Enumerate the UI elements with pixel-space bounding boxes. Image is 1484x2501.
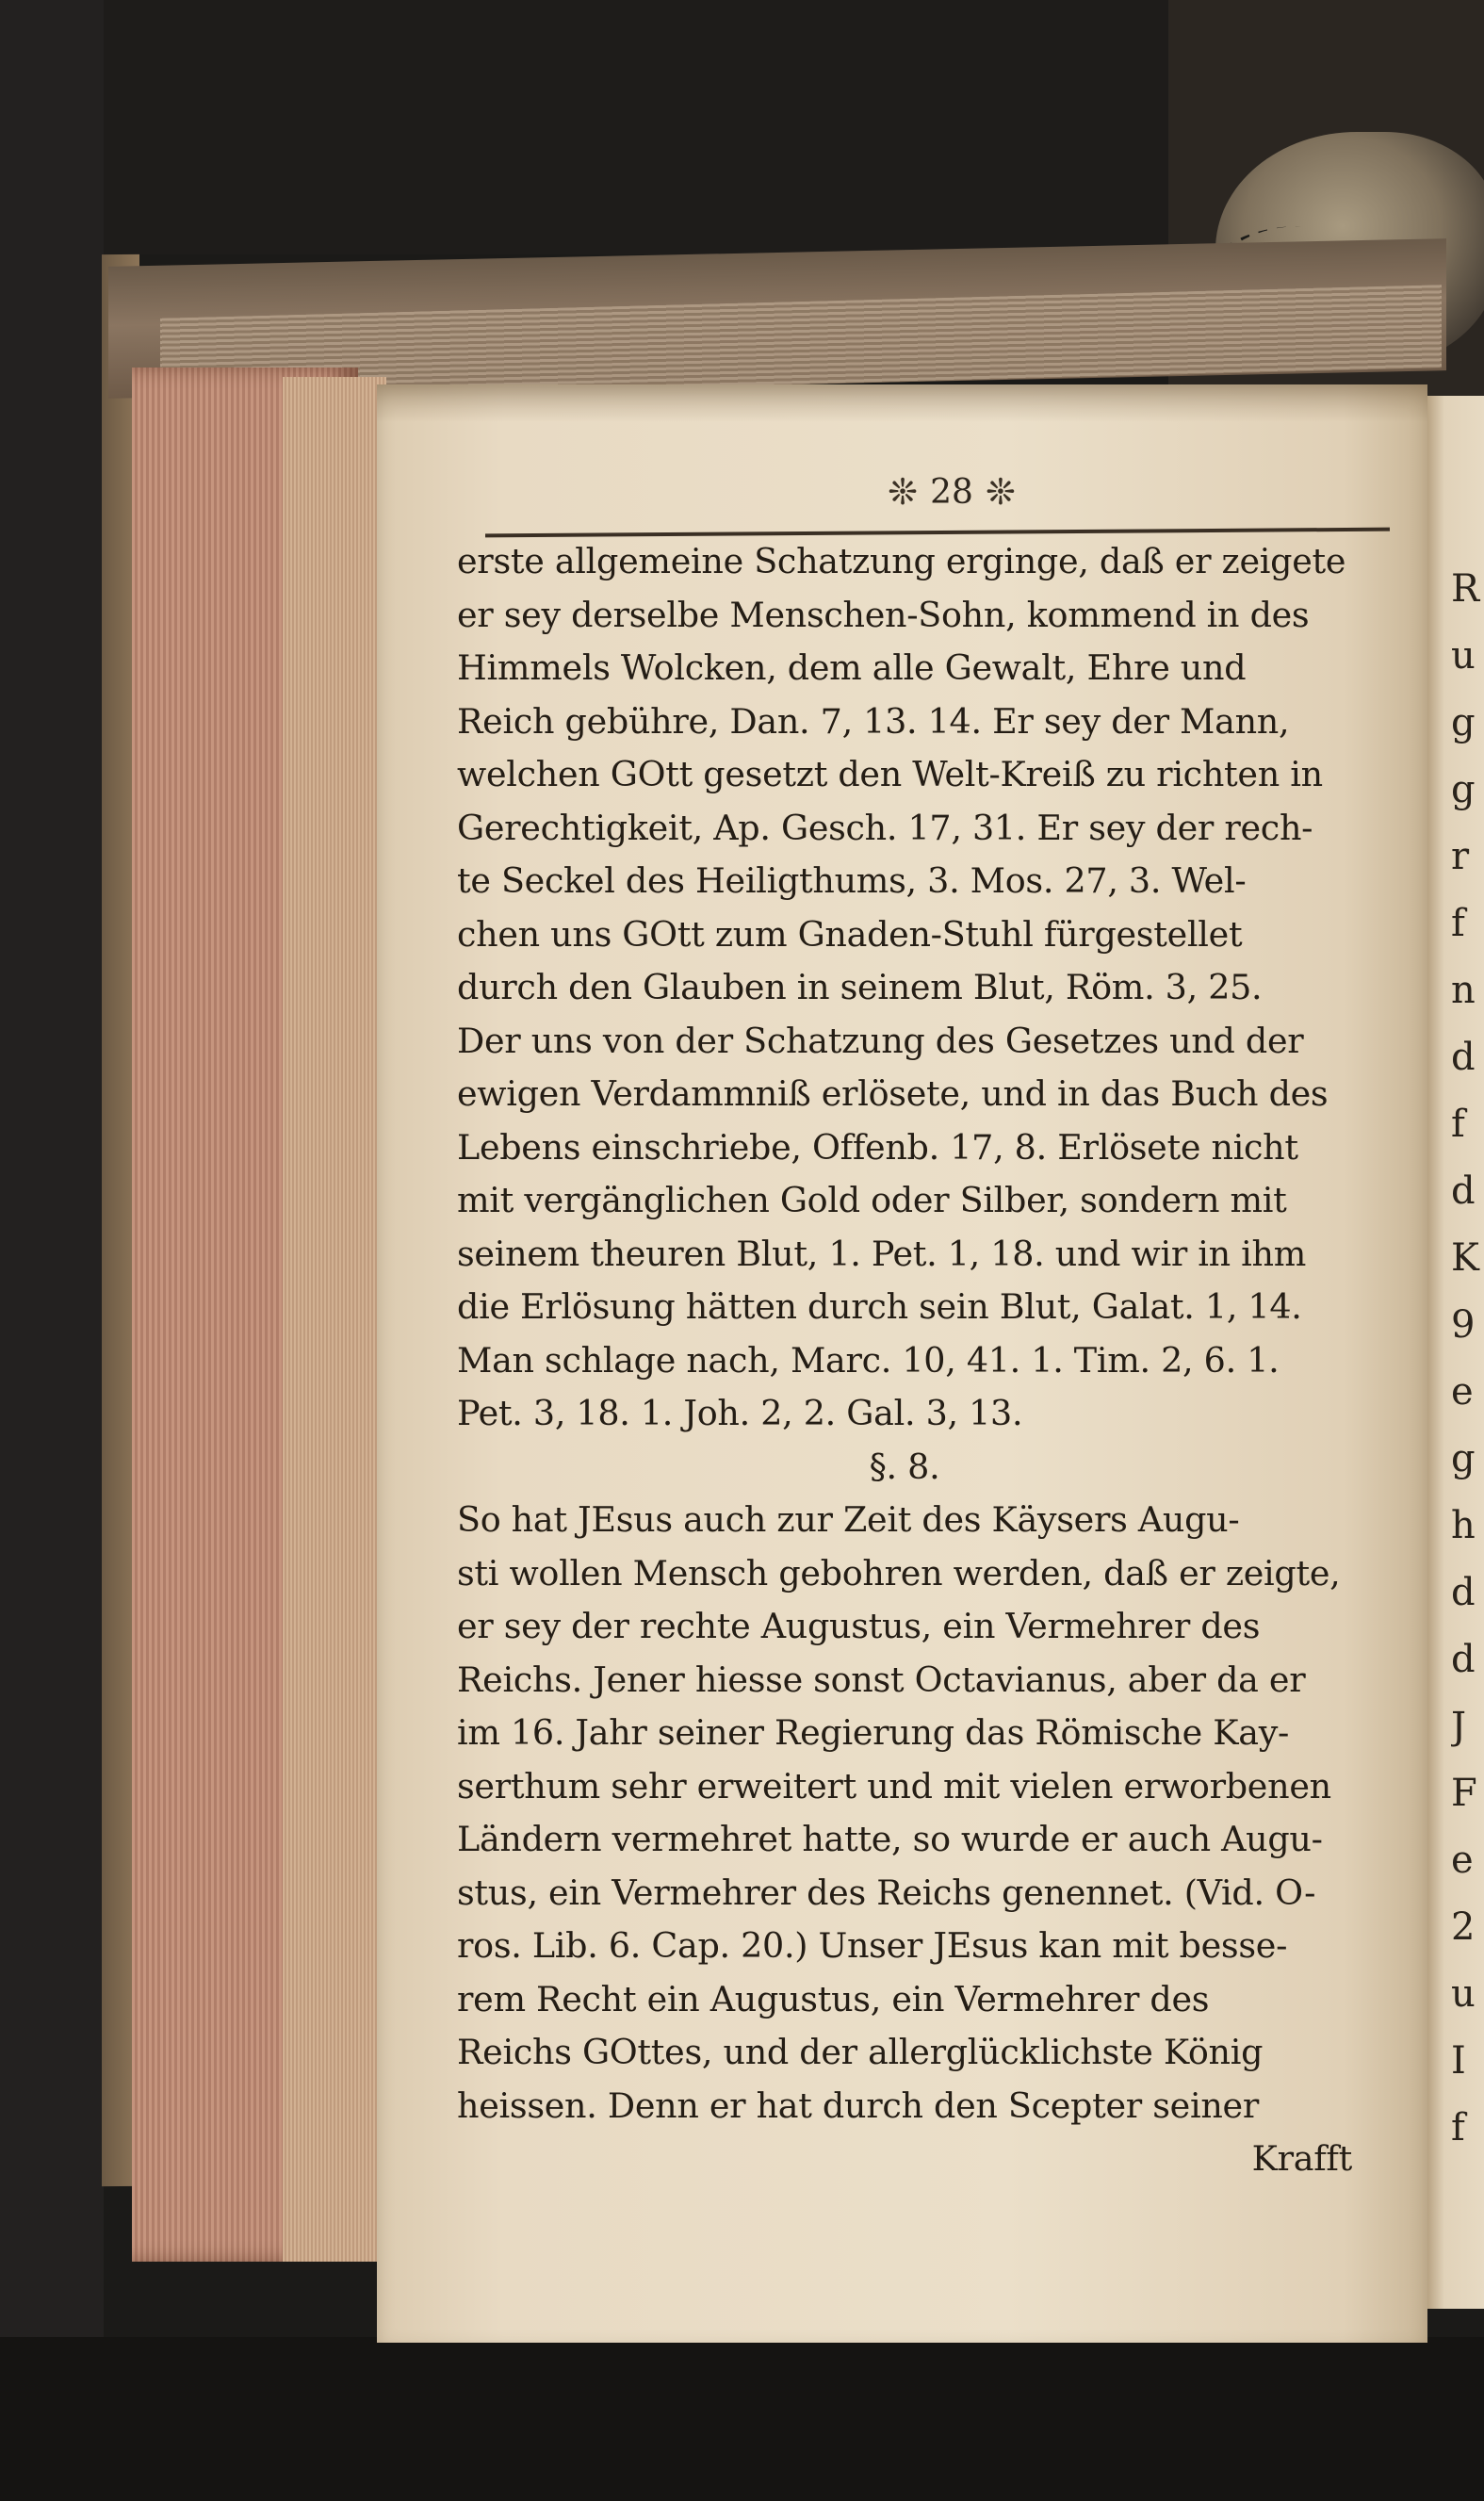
text-line: er sey der rechte Augustus, ein Vermehrer des: [457, 1606, 1261, 1646]
text-line: heissen. Denn er hat durch den Scepter seiner: [457, 2084, 1259, 2126]
text-line: Man schlage nach, Marc. 10, 41. 1. Tim. 2, 6. 1.: [457, 1339, 1280, 1381]
text-line: die Erlösung hätten durch sein Blut, Galat. 1, 14.: [457, 1286, 1302, 1327]
text-line: stus, ein Vermehrer des Reichs genennet. (Vid. O-: [457, 1872, 1316, 1913]
catchword: Krafft: [1251, 2138, 1352, 2179]
text-line: Lebens einschriebe, Offenb. 17, 8. Erlösete nicht: [457, 1126, 1298, 1168]
text-line: So hat JEsus auch zur Zeit des Käysers Augu-: [457, 1499, 1240, 1540]
dark-background-left: [0, 0, 104, 2501]
text-line: serthum sehr erweitert und mit vielen erworbenen: [457, 1765, 1331, 1806]
text-line: seinem theuren Blut, 1. Pet. 1, 18. und wir in ihm: [457, 1233, 1307, 1274]
text-line: Gerechtigkeit, Ap. Gesch. 17, 31. Er sey der rech-: [457, 807, 1313, 848]
text-line: durch den Glauben in seinem Blut, Röm. 3, 25.: [457, 967, 1263, 1007]
text-line: Ländern vermehret hatte, so wurde er auch Augu-: [457, 1819, 1323, 1859]
ornament-right-icon: ❊: [986, 471, 1016, 513]
text-line: welchen GOtt gesetzt den Welt-Kreiß zu richten in: [457, 754, 1323, 794]
page-text: [457, 535, 1409, 2186]
text-line: Reichs. Jener hiesse sonst Octavianus, aber da er: [457, 1659, 1306, 1700]
book-inner-page-edges: [283, 377, 386, 2262]
ornament-left-icon: ❊: [888, 471, 918, 513]
text-line: im 16. Jahr seiner Regierung das Römische Kay-: [457, 1712, 1290, 1753]
text-line: erste allgemeine Schatzung erginge, daß er zeigete: [457, 541, 1346, 581]
page-shadow: [377, 384, 1427, 422]
text-line: chen uns GOtt zum Gnaden-Stuhl fürgestellet: [457, 913, 1243, 955]
text-line: er sey derselbe Menschen-Sohn, kommend in des: [457, 594, 1310, 635]
text-line: Reich gebühre, Dan. 7, 13. 14. Er sey der Mann,: [457, 700, 1290, 742]
text-line: Himmels Wolcken, dem alle Gewalt, Ehre und: [457, 647, 1247, 688]
text-line: ewigen Verdammniß erlösete, und in das Buch des: [457, 1073, 1329, 1114]
page-number: 28: [930, 472, 973, 512]
page-header: [810, 471, 1093, 528]
facing-page-text-fragment: R u g g r f n d f d K 9 e g h d d J F e 2 u I f: [1451, 567, 1480, 2150]
text-line: Pet. 3, 18. 1. Joh. 2, 2. Gal. 3, 13.: [457, 1393, 1023, 1433]
text-line: mit vergänglichen Gold oder Silber, sondern mit: [457, 1180, 1287, 1220]
text-line: sti wollen Mensch gebohren werden, daß er zeigte,: [457, 1552, 1341, 1594]
section-heading: §. 8.: [869, 1446, 940, 1487]
text-line: rem Recht ein Augustus, ein Vermehrer des: [457, 1978, 1210, 2019]
text-line: ros. Lib. 6. Cap. 20.) Unser JEsus kan mit besse-: [457, 1925, 1288, 1966]
text-line: Der uns von der Schatzung des Gesetzes und der: [457, 1020, 1304, 1061]
text-line: Reichs GOttes, und der allerglücklichste König: [457, 2032, 1264, 2072]
text-line: te Seckel des Heiligthums, 3. Mos. 27, 3. Wel-: [457, 860, 1247, 901]
dark-background-bottom: [0, 2337, 1484, 2501]
